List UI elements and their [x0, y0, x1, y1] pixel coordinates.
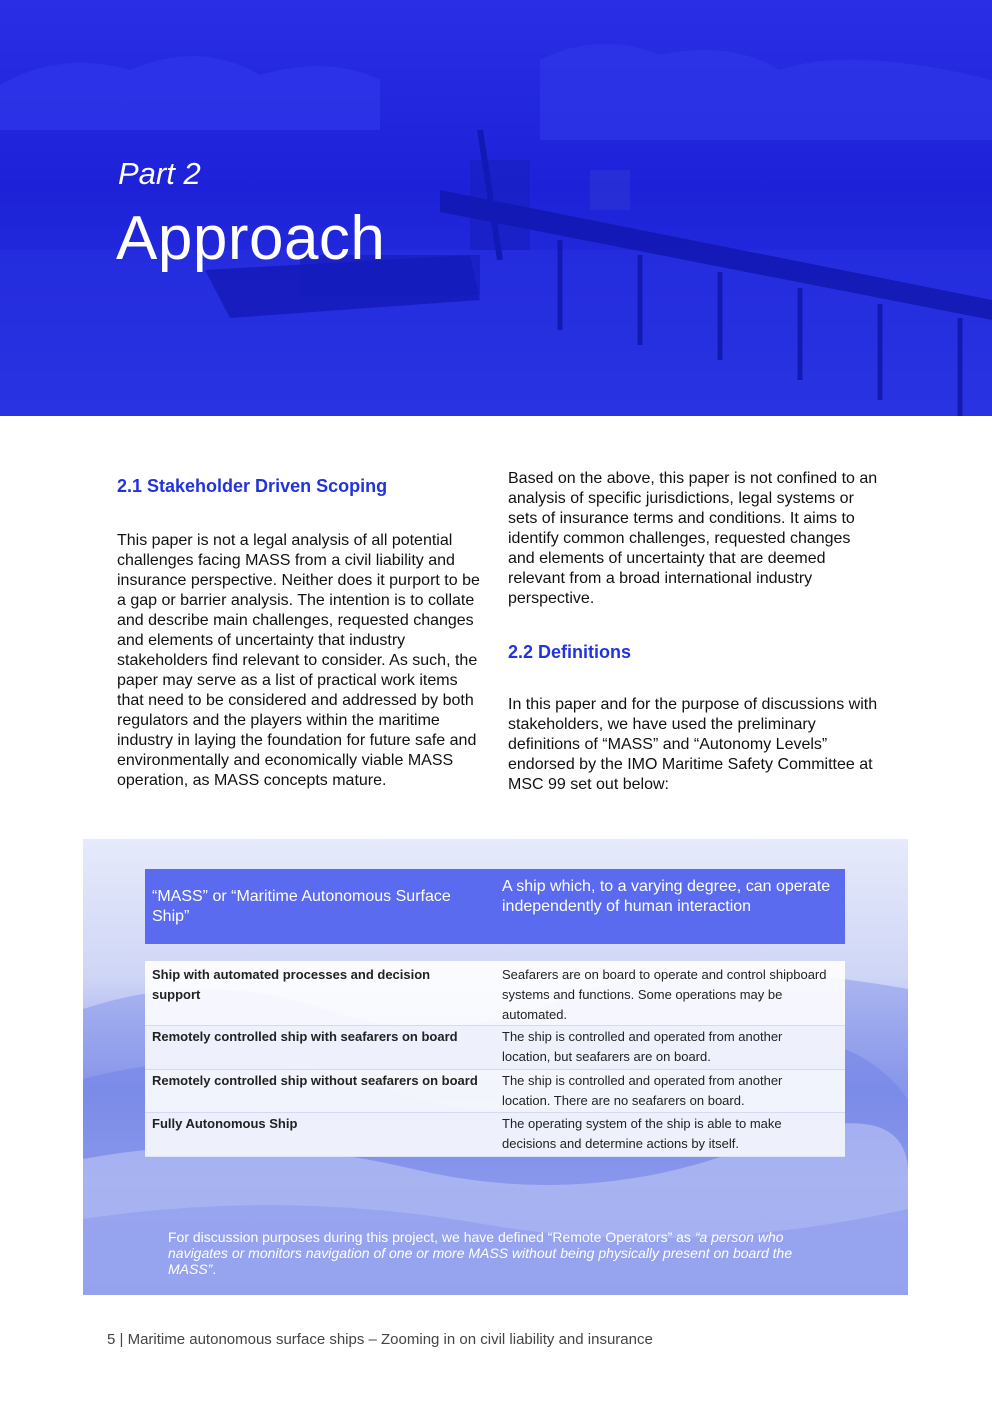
scope-continuation-paragraph: Based on the above, this paper is not confined to an analysis of specific jurisdictions, legal systems or sets of insurance terms and conditions. It aims to identify common challenges, requested changes and elements of uncertainty that are deemed relevant from a broad international industry perspective. — [508, 470, 878, 607]
table-header-definition: A ship which, to a varying degree, can operate independently of human interaction — [502, 878, 831, 915]
page-footer: 5 | Maritime autonomous surface ships – Zooming in on civil liability and insurance — [107, 1331, 653, 1348]
table-row — [145, 1112, 845, 1157]
definitions-paragraph: In this paper and for the purpose of discussions with stakeholders, we have used the preliminary definitions of “MASS” and “Autonomy Levels” endorsed by the IMO Maritime Safety Committee at MSC 99 set out below: — [508, 696, 878, 793]
table-header — [145, 869, 845, 944]
autonomy-level: Ship with automated processes and decision support — [152, 967, 431, 1002]
scoping-paragraph: This paper is not a legal analysis of all potential challenges facing MASS from a civil liability and insurance perspective. Neither does it purport to be a gap or barrier analysis. The intention is to collate and describe main challenges, requested changes and elements of uncertainty that industry stakeholders find relevant to consider. As such, the paper may serve as a list of practical work items that need to be considered and addressed by both regulators and the players within the maritime industry in laying the foundation for future safe and environmentally and economically viable MASS operation, as MASS concepts mature. — [117, 532, 480, 789]
table-row — [145, 965, 845, 1025]
autonomy-level: Remotely controlled ship without seafarers on board — [152, 1073, 478, 1088]
table-header-term: “MASS” or “Maritime Autonomous Surface Ship” — [152, 888, 451, 925]
remote-operator-note — [168, 1229, 838, 1277]
definitions-panel — [83, 839, 908, 1295]
part-label: Part 2 — [118, 156, 201, 191]
note-lead: For discussion purposes during this project, we have defined “Remote Operators” as — [168, 1229, 695, 1245]
section-heading-definitions: 2.2 Definitions — [508, 642, 632, 662]
table-row — [145, 1025, 845, 1070]
section-heading-scoping: 2.1 Stakeholder Driven Scoping — [117, 476, 388, 496]
autonomy-description: Seafarers are on board to operate and control shipboard systems and functions. Some operations may be automated. — [502, 967, 827, 1022]
autonomy-level: Remotely controlled ship with seafarers on board — [152, 1029, 458, 1044]
note-tail: . — [212, 1261, 217, 1277]
autonomy-levels-table — [145, 961, 845, 1156]
table-row — [145, 1069, 845, 1113]
right-column — [508, 469, 878, 795]
note-quote: “a person who navigates or monitors navigation of one or more MASS without being physically present on board the MASS” — [168, 1229, 793, 1277]
autonomy-description: The ship is controlled and operated from another location, but seafarers are on board. — [502, 1029, 783, 1064]
autonomy-description: The ship is controlled and operated from another location. There are no seafarers on board. — [502, 1073, 783, 1108]
autonomy-level: Fully Autonomous Ship — [152, 1116, 298, 1131]
page-title: Approach — [116, 204, 386, 273]
autonomy-description: The operating system of the ship is able to make decisions and determine actions by itself. — [502, 1116, 782, 1151]
left-column — [117, 474, 487, 791]
hero-banner — [0, 0, 992, 416]
